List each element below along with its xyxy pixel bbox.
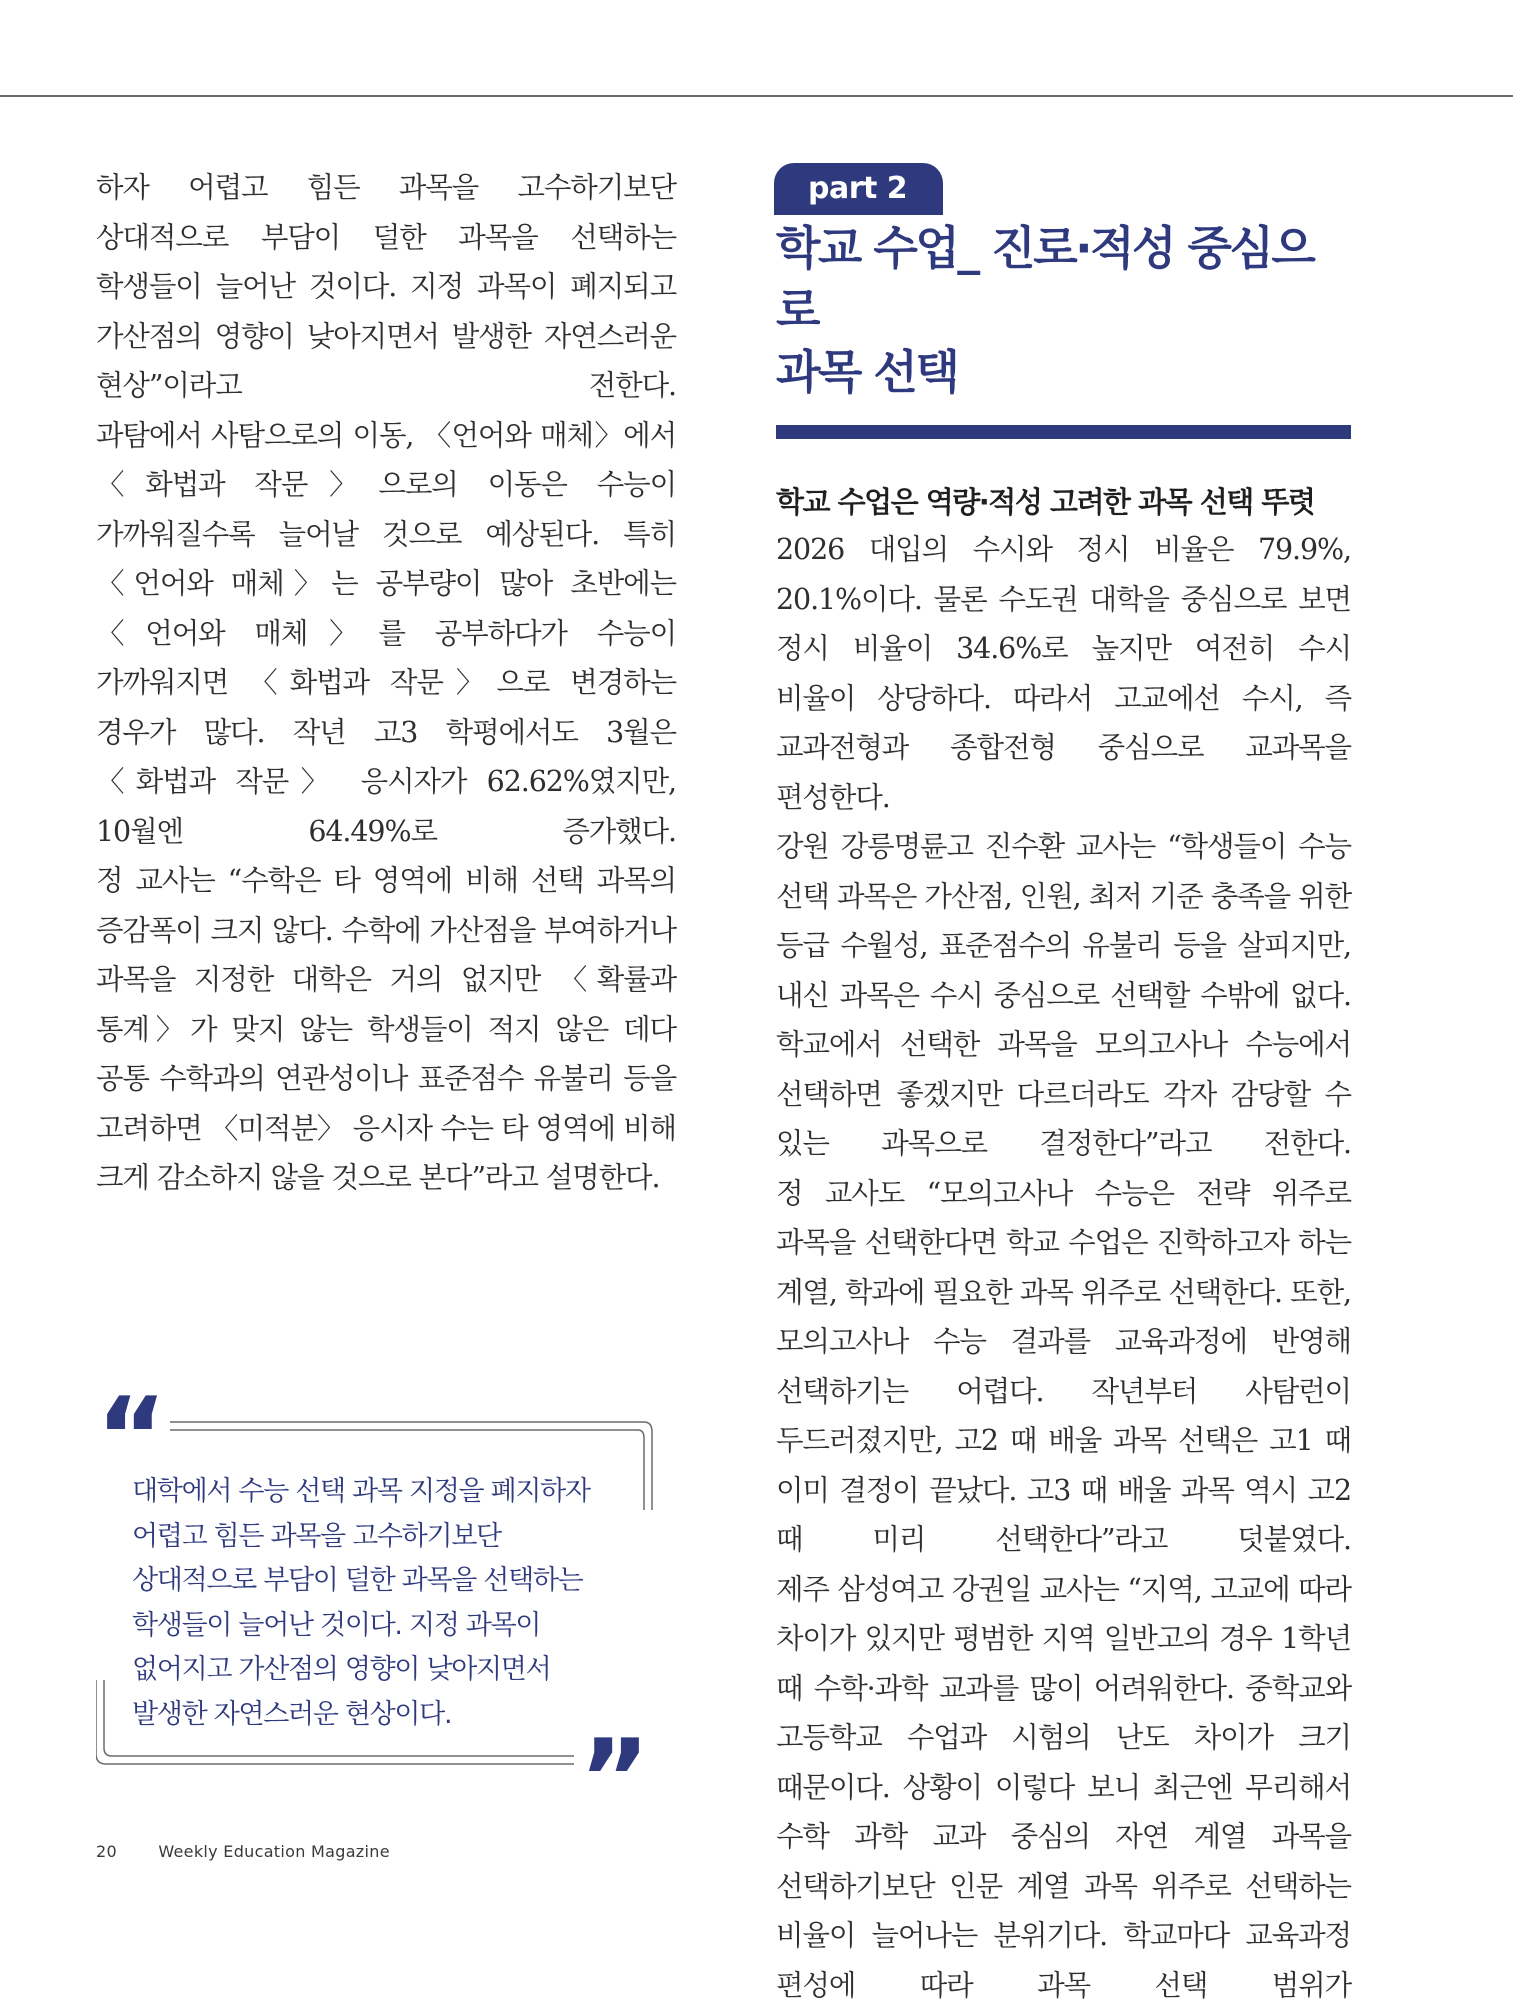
page-number: 20 [96,1842,117,1861]
page-footer [96,1842,390,1861]
section-title-line: 과목 선택 [776,345,957,399]
magazine-name: Weekly Education Magazine [158,1842,389,1861]
body-paragraph: 정 교사는 “수학은 타 영역에 비해 선택 과목의 증감폭이 크지 않다. 수학에 가산점을 부여하거나 과목을 지정한 대학은 거의 없지만 〈확률과 통계〉가 맞지 않는 학생들이 적지 않은 데다 공통 수학과의 연관성이나 표준점수 유불리 등을 고려하면 〈미적분〉 응시자 수는 타 영역에 비해 크게 감소하지 않을 것으로 본다”라고 설명한다. [96,856,676,1203]
subheading: 학교 수업은 역량·적성 고려한 과목 선택 뚜렷 [776,481,1351,523]
left-column [96,163,676,1203]
pull-quote [96,1392,656,1800]
right-column [776,163,1351,2010]
body-paragraph: 2026 대입의 수시와 정시 비율은 79.9%, 20.1%이다. 물론 수도권 대학을 중심으로 보면 정시 비율이 34.6%로 높지만 여전히 수시 비율이 상당하다. 따라서 고교에선 수시, 즉 교과전형과 종합전형 중심으로 교과목을 편성한다. [776,525,1351,822]
open-quote-icon: “ [96,1384,167,1492]
body-paragraph: 강원 강릉명륜고 진수환 교사는 “학생들이 수능 선택 과목은 가산점, 인원, 최저 기준 충족을 위한 등급 수월성, 표준점수의 유불리 등을 살피지만, 내신 과목은 수시 중심으로 선택할 수밖에 없다. 학교에서 선택한 과목을 모의고사나 수능에서 선택하면 좋겠지만 다르더라도 각자 감당할 수 있는 과목으로 결정한다”라고 전한다. [776,822,1351,1169]
part-label: part 2 [774,163,943,215]
pull-quote-text: 대학에서 수능 선택 과목 지정을 폐지하자 어렵고 힘든 과목을 고수하기보단 상대적으로 부담이 덜한 과목을 선택하는 학생들이 늘어난 것이다. 지정 과목이 없어지고 가산점의 영향이 낮아지면서 발생한 자연스러운 현상이다. [132,1470,612,1737]
body-paragraph: 하자 어렵고 힘든 과목을 고수하기보단 상대적으로 부담이 덜한 과목을 선택하는 학생들이 늘어난 것이다. 지정 과목이 폐지되고 가산점의 영향이 낮아지면서 발생한 자연스러운 현상”이라고 전한다. [96,163,676,411]
section-title [776,217,1351,403]
close-quote-icon: ” [579,1726,650,1834]
section-title-line: 학교 수업_ 진로·적성 중심으로 [776,221,1313,337]
title-underline-bar [776,425,1351,439]
body-paragraph: 과탐에서 사탐으로의 이동, 〈언어와 매체〉에서 〈화법과 작문〉으로의 이동은 수능이 가까워질수록 늘어날 것으로 예상된다. 특히 〈언어와 매체〉는 공부량이 많아 초반에는 〈언어와 매체〉를 공부하다가 수능이 가까워지면 〈화법과 작문〉으로 변경하는 경우가 많다. 작년 고3 학평에서도 3월은 〈화법과 작문〉 응시자가 62.62%였지만, 10월엔 64.49%로 증가했다. [96,411,676,857]
body-paragraph: 정 교사도 “모의고사나 수능은 전략 위주로 과목을 선택한다면 학교 수업은 진학하고자 하는 계열, 학과에 필요한 과목 위주로 선택한다. 또한, 모의고사나 수능 결과를 교육과정에 반영해 선택하기는 어렵다. 작년부터 사탐런이 두드러졌지만, 고2 때 배울 과목 선택은 고1 때 이미 결정이 끝났다. 고3 때 배울 과목 역시 고2 때 미리 선택한다”라고 덧붙였다. [776,1169,1351,1565]
body-paragraph: 제주 삼성여고 강권일 교사는 “지역, 고교에 따라 차이가 있지만 평범한 지역 일반고의 경우 1학년 때 수학·과학 교과를 많이 어려워한다. 중학교와 고등학교 수업과 시험의 난도 차이가 크기 때문이다. 상황이 이렇다 보니 최근엔 무리해서 수학 과학 교과 중심의 자연 계열 과목을 선택하기보단 인문 계열 과목 위주로 선택하는 비율이 늘어나는 분위기다. 학교마다 교육과정 편성에 따라 과목 선택 범위가 [776,1565,1351,2010]
top-rule [0,95,1513,97]
